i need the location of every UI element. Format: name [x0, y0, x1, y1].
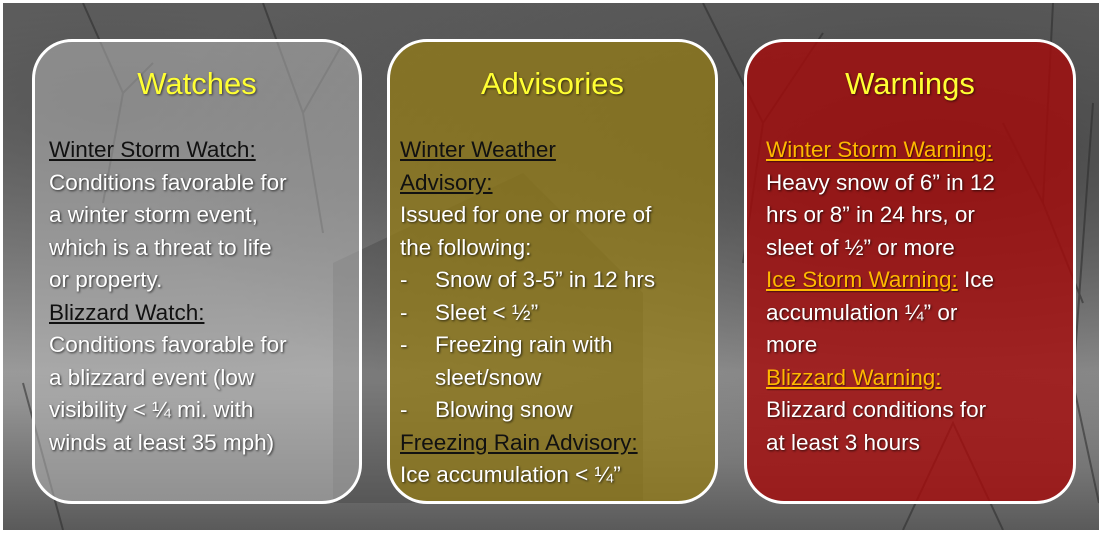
advisory-text-line: Ice accumulation < ¼”	[400, 462, 621, 487]
ice-storm-warning-header: Ice Storm Warning:	[766, 267, 958, 292]
bullet-item	[400, 394, 709, 427]
warning-text-line: accumulation ¼” or	[766, 299, 958, 325]
blizzard-warning-header: Blizzard Warning:	[766, 364, 942, 390]
watch-text-line: which is a threat to life	[49, 234, 272, 260]
watches-title: Watches	[137, 66, 257, 101]
ice-storm-inline-text: Ice	[957, 267, 995, 292]
freezing-rain-advisory-header: Freezing Rain Advisory:	[400, 429, 638, 455]
bullet-text: sleet/snow	[435, 364, 542, 390]
bullet-dash: -	[400, 397, 408, 422]
bullet-item-continuation	[400, 362, 709, 395]
blizzard-watch-header: Blizzard Watch:	[49, 299, 205, 325]
watches-panel	[32, 39, 362, 504]
bullet-text: Freezing rain with	[435, 332, 613, 357]
warnings-body	[766, 134, 1067, 459]
warning-text-line: sleet of ½” or more	[766, 234, 955, 260]
warnings-panel	[744, 39, 1076, 504]
warning-text-line: Heavy snow of 6” in 12	[766, 169, 995, 195]
slide	[3, 3, 1099, 530]
warnings-title: Warnings	[845, 66, 975, 101]
watch-text-line: winds at least 35 mph)	[49, 429, 275, 455]
winter-storm-watch-header: Winter Storm Watch:	[49, 137, 256, 162]
bullet-item	[400, 329, 709, 362]
advisories-panel	[387, 39, 718, 504]
advisory-text-line: the following:	[400, 234, 532, 260]
watch-text-line: visibility < ¼ mi. with	[49, 397, 254, 422]
warning-text-line: more	[766, 332, 818, 357]
advisory-text-line: Issued for one or more of	[400, 202, 652, 227]
bullet-text: Sleet < ½”	[435, 299, 539, 325]
bullet-text: Blowing snow	[435, 397, 573, 422]
advisories-body	[400, 134, 709, 492]
bullet-text: Snow of 3-5” in 12 hrs	[435, 267, 656, 292]
bullet-dash: -	[400, 299, 408, 325]
warning-text-line: Blizzard conditions for	[766, 397, 987, 422]
warning-text-line: hrs or 8” in 24 hrs, or	[766, 202, 975, 227]
watches-body	[49, 134, 353, 459]
ice-storm-line	[766, 264, 1067, 297]
watch-text-line: a winter storm event,	[49, 202, 258, 227]
bullet-dash: -	[400, 332, 408, 357]
watch-text-line: Conditions favorable for	[49, 169, 287, 195]
watch-text-line: a blizzard event (low	[49, 364, 255, 390]
bullet-item	[400, 297, 709, 330]
warning-text-line: at least 3 hours	[766, 429, 920, 455]
watch-text-line: or property.	[49, 267, 163, 292]
winter-weather-advisory-header: Winter Weather	[400, 137, 556, 162]
bullet-item	[400, 264, 709, 297]
winter-storm-warning-header: Winter Storm Warning:	[766, 137, 993, 162]
bullet-dash: -	[400, 267, 408, 292]
advisories-title: Advisories	[481, 66, 624, 101]
winter-weather-advisory-header: Advisory:	[400, 169, 493, 195]
watch-text-line: Conditions favorable for	[49, 332, 287, 357]
